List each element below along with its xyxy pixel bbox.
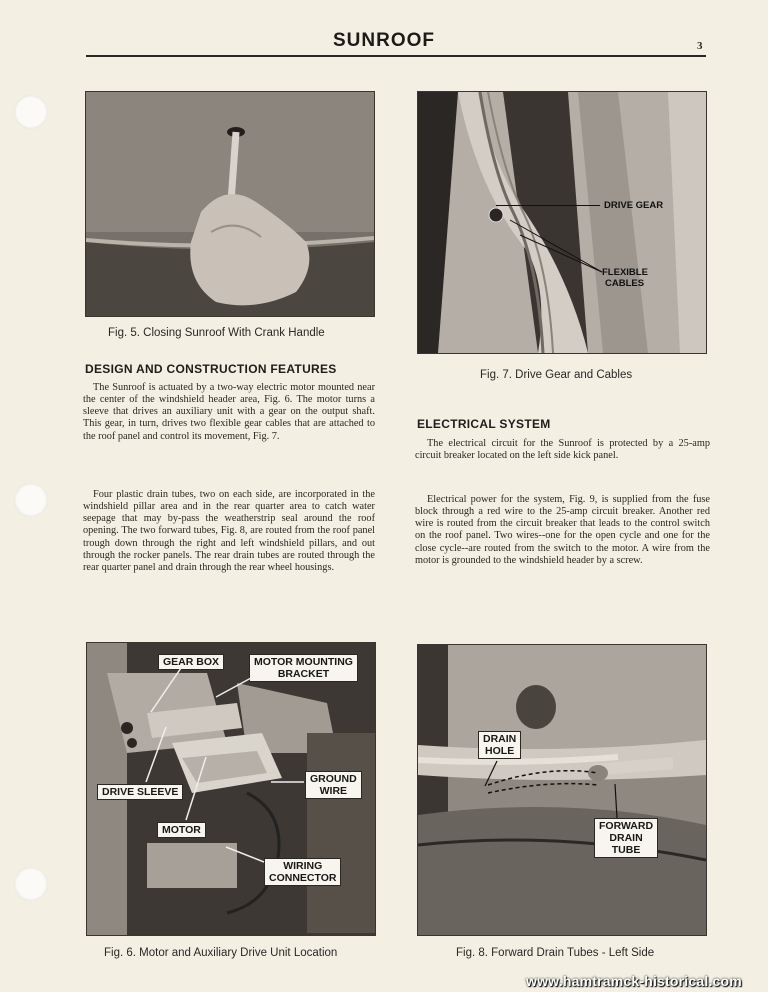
electrical-paragraph-2: Electrical power for the system, Fig. 9, is supplied from the fuse block through a red wire to the 25-amp circuit breaker. Another red wire is routed from the circuit breaker that leads to the control switch on the roof panel. Two wires--one for the open cycle and one for the close cycle--are routed from the switch to the motor. A wire from the motor is grounded to the windshield header by a screw. — [415, 494, 710, 566]
page-number: 3 — [697, 40, 703, 52]
design-heading: DESIGN AND CONSTRUCTION FEATURES — [85, 362, 337, 376]
fig6-label-motor: MOTOR — [157, 822, 206, 838]
electrical-paragraph-1: The electrical circuit for the Sunroof is protected by a 25-amp circuit breaker located on the left side kick panel. — [415, 438, 710, 462]
fig8-leaders — [417, 644, 705, 934]
fig7-leader-drive-gear — [496, 205, 600, 206]
fig6-caption: Fig. 6. Motor and Auxiliary Drive Unit Location — [104, 947, 338, 959]
page-title: SUNROOF — [333, 30, 435, 51]
fig7-caption: Fig. 7. Drive Gear and Cables — [480, 369, 633, 381]
binder-hole-top — [14, 95, 48, 129]
fig6-label-ground-line1: GROUND — [310, 773, 357, 785]
fig8-label-drain-line2: HOLE — [485, 745, 515, 757]
fig6-leaders — [86, 642, 374, 934]
design-paragraph-1: The Sunroof is actuated by a two-way electric motor mounted near the center of the windshield header area, Fig. 6. The motor turns a sleeve that drives an auxiliary unit with a gear on the output shaft. This gear, in turn, drives two flexible gear cables that are attached to the roof panel and control its movement, Fig. 7. — [83, 382, 375, 442]
fig8-caption: Fig. 8. Forward Drain Tubes - Left Side — [456, 947, 655, 959]
fig8-label-drain-line1: DRAIN — [483, 733, 517, 745]
fig8-label-forward-line3: TUBE — [611, 844, 641, 856]
fig5-caption: Fig. 5. Closing Sunroof With Crank Handle — [108, 327, 325, 339]
binder-hole-bottom — [14, 867, 48, 901]
fig7-label-drive-gear: DRIVE GEAR — [604, 200, 664, 211]
fig7-leader-cables — [490, 210, 610, 280]
header-rule — [86, 55, 706, 57]
fig6-label-motor-mounting-line2: BRACKET — [277, 668, 330, 680]
watermark: www.hamtramck-historical.com — [526, 973, 742, 989]
electrical-heading: ELECTRICAL SYSTEM — [417, 417, 551, 431]
fig6-label-drive-sleeve: DRIVE SLEEVE — [97, 784, 183, 800]
binder-hole-middle — [14, 483, 48, 517]
fig8-label-forward-line2: DRAIN — [609, 832, 643, 844]
fig6-label-motor-mounting-line1: MOTOR MOUNTING — [254, 656, 353, 668]
fig6-label-wiring-line1: WIRING — [283, 860, 323, 872]
design-paragraph-2: Four plastic drain tubes, two on each side, are incorporated in the windshield pillar area and in the rear quarter area to catch water seepage that may by-pass the weatherstrip seal around the roof opening. The two forward tubes, Fig. 8, are routed from the roof panel trough down through the right and left windshield pillars, and out through the rocker panels. The rear drain tubes are routed through the rear quarter panel and drain through the rear wheel housings. — [83, 489, 375, 573]
fig6-label-ground-line2: WIRE — [319, 785, 348, 797]
fig5-photo — [85, 91, 375, 317]
fig7-label-flexible: FLEXIBLE — [602, 267, 648, 278]
fig6-label-gear-box: GEAR BOX — [158, 654, 224, 670]
fig6-label-wiring-line2: CONNECTOR — [269, 872, 337, 884]
fig8-label-forward-line1: FORWARD — [599, 820, 654, 832]
fig7-label-cables: CABLES — [605, 278, 645, 289]
